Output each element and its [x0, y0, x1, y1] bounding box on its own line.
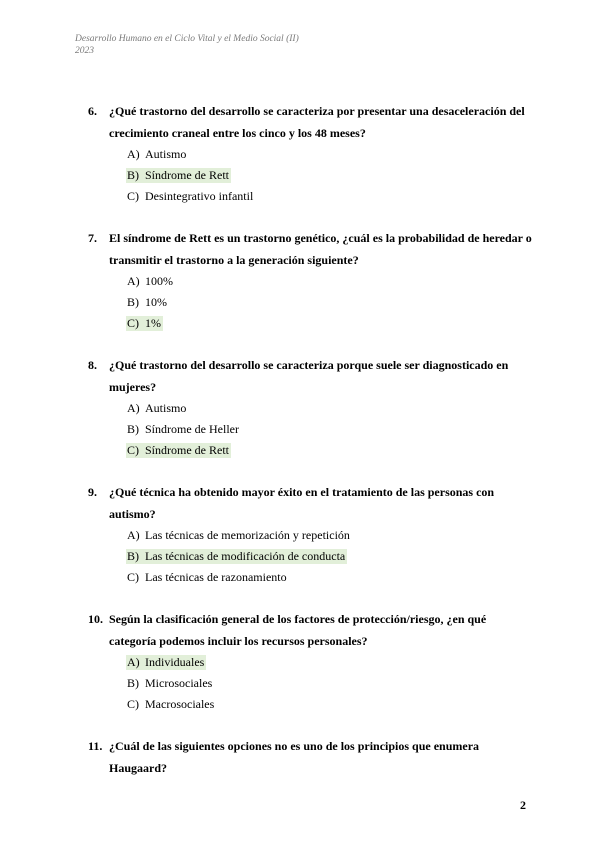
- option-letter: C): [127, 697, 139, 711]
- question-body: ¿Qué trastorno del desarrollo se caracteriza por presentar una desaceleración del crecimiento craneal entre los cinco y los 48 meses?: [109, 104, 525, 140]
- question-body: Según la clasificación general de los factores de protección/riesgo, ¿en qué categoría podemos incluir los recursos personales?: [109, 612, 487, 648]
- option-c: [126, 694, 533, 715]
- option-text: Síndrome de Rett: [145, 443, 229, 457]
- option-text: Síndrome de Heller: [145, 422, 239, 436]
- option-b: [126, 419, 533, 440]
- option-b-correct: [126, 546, 533, 567]
- header-year: 2023: [75, 46, 94, 56]
- option-text: 100%: [145, 274, 173, 288]
- option-text: Las técnicas de modificación de conducta: [145, 549, 346, 563]
- option-letter: B): [127, 295, 139, 309]
- question-text: [88, 227, 533, 271]
- question-body: ¿Cuál de las siguientes opciones no es uno de los principios que enumera Haugaard?: [109, 739, 480, 775]
- option-text: 1%: [145, 316, 161, 330]
- option-list: [126, 271, 533, 334]
- question-body: El síndrome de Rett es un trastorno genético, ¿cuál es la probabilidad de heredar o transmitir el trastorno a la generación siguiente?: [109, 231, 532, 267]
- option-text: Las técnicas de razonamiento: [145, 570, 287, 584]
- option-text: Las técnicas de memorización y repetición: [145, 528, 350, 542]
- question-8: [88, 354, 533, 461]
- question-text: [88, 735, 533, 779]
- question-text: [88, 354, 533, 398]
- option-letter: A): [127, 401, 140, 415]
- option-text: Autismo: [145, 147, 187, 161]
- question-body: ¿Qué técnica ha obtenido mayor éxito en el tratamiento de las personas con autismo?: [109, 485, 495, 521]
- question-number: 6.: [88, 104, 97, 118]
- option-c: [126, 567, 533, 588]
- header-title: Desarrollo Humano en el Ciclo Vital y el Medio Social (II): [75, 34, 299, 44]
- question-number: 9.: [88, 485, 97, 499]
- option-text: Macrosociales: [145, 697, 215, 711]
- option-letter: A): [127, 655, 140, 669]
- option-c-correct: [126, 440, 533, 461]
- option-letter: B): [127, 168, 139, 182]
- option-text: Autismo: [145, 401, 187, 415]
- option-letter: C): [127, 316, 139, 330]
- option-letter: C): [127, 443, 139, 457]
- option-text: Microsociales: [145, 676, 213, 690]
- option-b-correct: [126, 165, 533, 186]
- question-number: 8.: [88, 358, 97, 372]
- question-9: [88, 481, 533, 588]
- option-b: [126, 673, 533, 694]
- question-number: 7.: [88, 231, 97, 245]
- option-letter: B): [127, 676, 139, 690]
- option-c: [126, 186, 533, 207]
- option-letter: B): [127, 422, 139, 436]
- question-text: [88, 481, 533, 525]
- question-6: [88, 100, 533, 207]
- question-text: [88, 100, 533, 144]
- option-a-correct: [126, 652, 533, 673]
- option-letter: A): [127, 147, 140, 161]
- option-letter: C): [127, 189, 139, 203]
- option-text: 10%: [145, 295, 167, 309]
- option-c-correct: [126, 313, 533, 334]
- option-a: [126, 271, 533, 292]
- option-text: Individuales: [145, 655, 205, 669]
- option-list: [126, 525, 533, 588]
- option-list: [126, 144, 533, 207]
- option-list: [126, 398, 533, 461]
- option-letter: A): [127, 274, 140, 288]
- question-text: [88, 608, 533, 652]
- question-list: [0, 100, 600, 779]
- option-letter: B): [127, 549, 139, 563]
- question-10: [88, 608, 533, 715]
- option-text: Síndrome de Rett: [145, 168, 229, 182]
- page-number: 2: [520, 798, 526, 812]
- option-a: [126, 144, 533, 165]
- question-number: 11.: [88, 739, 103, 753]
- question-body: ¿Qué trastorno del desarrollo se caracteriza porque suele ser diagnosticado en mujeres?: [109, 358, 509, 394]
- option-letter: C): [127, 570, 139, 584]
- document-header: [75, 33, 299, 57]
- option-a: [126, 398, 533, 419]
- option-b: [126, 292, 533, 313]
- option-text: Desintegrativo infantil: [145, 189, 254, 203]
- option-list: [126, 652, 533, 715]
- question-number: 10.: [88, 612, 103, 626]
- option-letter: A): [127, 528, 140, 542]
- option-a: [126, 525, 533, 546]
- question-7: [88, 227, 533, 334]
- question-11: [88, 735, 533, 779]
